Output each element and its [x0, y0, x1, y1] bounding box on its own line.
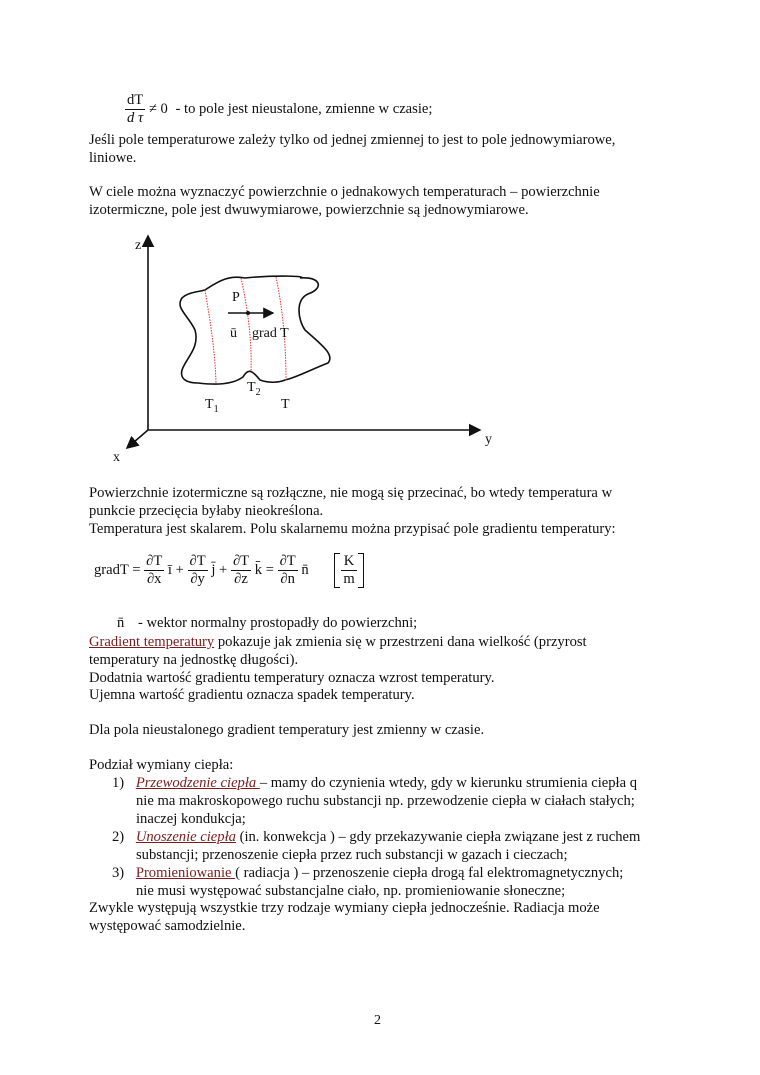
closing-line-2: występować samodzielnie.	[89, 918, 246, 934]
paragraph-2-line-2: izotermiczne, pole jest dwuwymiarowe, powierzchnie są jednowymiarowe.	[89, 202, 529, 218]
normal-vector-definition	[117, 614, 417, 632]
paragraph-1-line-1: Jeśli pole temperaturowe zależy tylko od jednej zmiennej to jest to pole jednowymiarowe,	[89, 132, 616, 148]
paragraph-1-line-2: liniowe.	[89, 150, 137, 166]
partial-dx: $\frac{\partial T}{\partial x}$	[146, 553, 163, 587]
paragraph-3-line-2: punkcie przecięcia byłaby nieokreślona.	[89, 503, 324, 519]
unit-vector-k: k̄	[254, 562, 263, 578]
closing-line-1: Zwykle występują wszystkie trzy rodzaje wymiany ciepła jednocześnie. Radiacja może	[89, 900, 600, 916]
formula-relation: ≠ 0	[148, 100, 168, 117]
unit-vector-j: j̄	[211, 562, 216, 578]
paragraph-3-line-3: Temperatura jest skalarem. Polu skalarnemu można przypisać pole gradientu temperatury:	[89, 521, 616, 537]
fraction-denominator: d τ	[127, 110, 144, 126]
heat-exchange-heading: Podział wymiany ciepła:	[89, 757, 234, 773]
gradient-paragraph-line-2: temperatury na jednostkę długości).	[89, 652, 299, 668]
axis-label-x: x	[113, 450, 120, 465]
negative-gradient-text: Ujemna wartość gradientu oznacza spadek temperatury.	[89, 687, 415, 703]
n-definition-text: - wektor normalny prostopadły do powierzchni;	[137, 615, 418, 631]
grad-t-label: grad T	[252, 326, 289, 341]
unit-k-per-m: $\frac{K}{m}$	[343, 553, 355, 587]
unoszenie-ciepla-link[interactable]: Unoszenie ciepła	[135, 829, 236, 845]
point-label-p: P	[232, 290, 240, 305]
przewodzenie-ciepla-link[interactable]: Przewodzenie ciepła	[135, 775, 260, 791]
n-symbol: n̄	[117, 615, 125, 631]
list-marker: 3)	[112, 865, 125, 881]
formula-dT-dtau	[125, 92, 432, 127]
unit-vector-i: ī	[167, 562, 172, 578]
positive-gradient-text: Dodatnia wartość gradientu temperatury oznacza wzrost temperatury.	[89, 670, 495, 686]
axis-label-y: y	[485, 432, 492, 447]
isotherm-label-t: T	[281, 397, 290, 412]
list-item-conduction-line-2: nie ma makroskopowego ruchu substancji np. przewodzenie ciepła w ciałach stałych;	[136, 793, 635, 809]
paragraph-2-line-1: W ciele można wyznaczyć powierzchnie o jednakowych temperaturach – powierzchnie	[89, 184, 600, 200]
unsteady-field-text: Dla pola nieustalonego gradient temperatury jest zmienny w czasie.	[89, 722, 485, 738]
list-item-conduction-line-3: inaczej kondukcja;	[136, 811, 246, 827]
vector-u-label: ū	[230, 326, 237, 341]
formula-description: - to pole jest nieustalone, zmienne w czasie;	[175, 100, 433, 117]
unit-bracket	[334, 553, 363, 588]
page-number: 2	[374, 1013, 381, 1028]
isotherm-diagram	[100, 230, 520, 470]
isotherm-label-t1: $T_1$	[205, 397, 219, 415]
fraction-numerator: dT	[127, 92, 144, 108]
gradient-temperatury-link[interactable]: Gradient temperatury	[89, 634, 215, 650]
paragraph-3-line-1: Powierzchnie izotermiczne są rozłączne, nie mogą się przecinać, bo wtedy temperatura w	[89, 485, 613, 501]
list-item-conduction: 1) Przewodzenie ciepła – mamy do czynienia wtedy, gdy w kierunku strumienia ciepła q	[112, 775, 638, 791]
formula-lhs: gradT =	[94, 562, 141, 578]
list-item-radiation-line-2: nie musi występować substancjalne ciało, np. promieniowanie słoneczne;	[136, 883, 566, 899]
partial-dy: $\frac{\partial T}{\partial y}$	[189, 553, 206, 587]
isotherm-label-t2: $T_2$	[247, 380, 261, 398]
list-marker: 1)	[112, 775, 125, 791]
partial-dn: $\frac{\partial T}{\partial n}$	[279, 553, 296, 587]
list-item-convection: 2) Unoszenie ciepła (in. konwekcja ) – gdy przekazywanie ciepła związane jest z ruchem	[112, 829, 641, 845]
fraction-dT-dtau	[125, 92, 145, 127]
list-marker: 2)	[112, 829, 125, 845]
list-item-convection-line-2: substancji; przenoszenie ciepła przez ruch substancji w gazach i cieczach;	[136, 847, 568, 863]
gradient-formula: gradT = $\frac{\partial T}{\partial x}$ ī + $\frac{\partial T}{\partial y}$ j̄ + $\frac{\partial T}{\partial z}$ k̄ = $\frac{\partial T}{\partial n}$ n̄ $\frac{K}{m}$	[94, 553, 364, 588]
unit-vector-n: n̄	[301, 562, 309, 578]
diagram-graphics	[100, 230, 520, 470]
list-item-radiation: 3) Promieniowanie ( radiacja ) – przenoszenie ciepła drogą fal elektromagnetycznych;	[112, 865, 624, 881]
gradient-paragraph-line-1: Gradient temperatury pokazuje jak zmienia się w przestrzeni dana wielkość (przyrost	[89, 634, 587, 650]
promieniowanie-link[interactable]: Promieniowanie	[135, 865, 236, 881]
axis-label-z: z	[135, 238, 142, 253]
partial-dz: $\frac{\partial T}{\partial z}$	[232, 553, 250, 587]
